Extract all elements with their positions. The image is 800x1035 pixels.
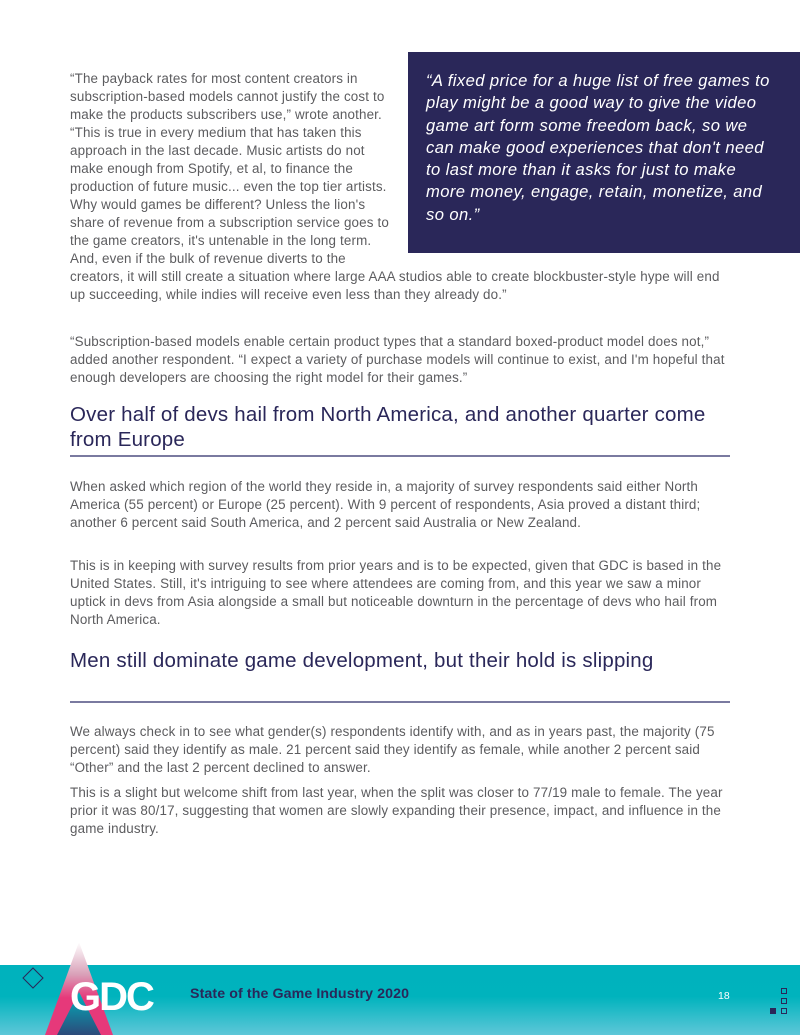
- region-paragraph-2: This is in keeping with survey results from prior years and is to be expected, given that GDC is based in the United States. Still, it's intriguing to see where attendees are coming from, and this year we saw a minor uptick in devs from Asia alongside a small but noticeable downturn in the percentage of devs who hail from North America.: [70, 558, 722, 627]
- section-heading-region: Over half of devs hail from North America, and another quarter come from Europe: [70, 403, 706, 451]
- nav-square-icon: [781, 988, 787, 994]
- nav-square-icon: [781, 998, 787, 1004]
- gdc-logo: [0, 930, 200, 1035]
- pull-quote-box: [408, 52, 800, 253]
- footer-report-title: State of the Game Industry 2020: [190, 986, 410, 1002]
- nav-square-icon: [781, 1008, 787, 1014]
- svg-text:GDC: GDC: [70, 975, 153, 1019]
- page-number: 18: [718, 990, 730, 1002]
- region-paragraph-1: When asked which region of the world they reside in, a majority of survey respondents said either North America (55 percent) or Europe (25 percent). With 9 percent of respondents, Asia proved a distant third; another 6 percent said South America, and 2 percent said Australia or New Zealand.: [70, 479, 701, 530]
- section-divider: [70, 455, 730, 457]
- section-heading-gender: Men still dominate game development, but their hold is slipping: [70, 649, 654, 672]
- nav-square-filled-icon: [770, 1008, 776, 1014]
- gender-paragraph-2: This is a slight but welcome shift from last year, when the split was closer to 77/19 male to female. The year prior it was 80/17, suggesting that women are slowly expanding their presence, impact, and influence in the game industry.: [70, 785, 723, 836]
- diamond-icon: [23, 968, 43, 988]
- section-divider: [70, 701, 730, 703]
- gender-paragraph-1: We always check in to see what gender(s) respondents identify with, and as in years past, the majority (75 percent) said they identify as male. 21 percent said they identify as female, while another 2 percent said “Other” and the last 2 percent declined to answer.: [70, 724, 715, 775]
- subscription-paragraph: “Subscription-based models enable certain product types that a standard boxed-product model does not,” added another respondent. “I expect a variety of purchase models will continue to exist, and I'm hopeful that enough developers are choosing the right model for their games.”: [70, 334, 725, 385]
- intro-column-text: “The payback rates for most content creators in subscription-based models cannot justify the cost to make the products subscribers use,” wrote another. “This is true in every medium that has taken this approach in the last decade. Music artists do not make enough from Spotify, et al, to finance the production of future music... even the top tier artists. Why would games be different? Unless the lion's share of revenue from a subscription service goes to the game creators, it's untenable in the long term. And, even if the bulk of revenue diverts to the: [70, 71, 389, 266]
- intro-continuation-text: creators, it will still create a situation where large AAA studios able to create blockbuster-style hype will end up succeeding, while indies will receive even less than they already do.”: [70, 269, 720, 302]
- pull-quote-text: “A fixed price for a huge list of free games to play might be a good way to give the video game art form some freedom back, so we can make good experiences that don't need to last more than it asks for just to make more money, engage, retain, monetize, and so on.”: [426, 71, 770, 224]
